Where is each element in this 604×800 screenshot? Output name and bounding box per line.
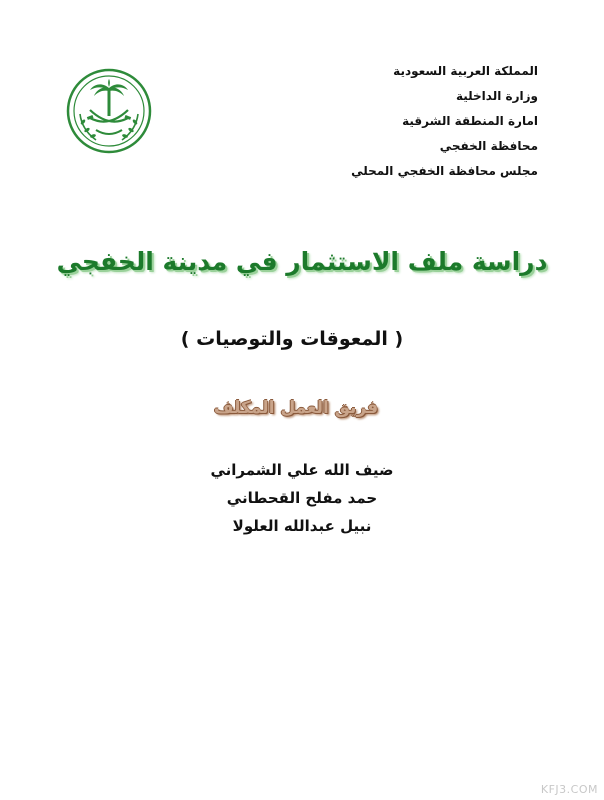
header-line-governorate: محافظة الخفجي	[439, 139, 538, 153]
letterhead	[278, 64, 538, 189]
watermark: KFJ3.COM	[540, 783, 598, 796]
header-line-emirate: امارة المنطقة الشرقية	[402, 114, 538, 128]
document-subtitle: ( المعوقات والتوصيات )	[180, 328, 404, 350]
header-line-council: مجلس محافظة الخفجي المحلي	[351, 164, 538, 178]
header-line-ministry: وزارة الداخلية	[455, 89, 538, 103]
ministry-emblem-icon	[66, 68, 152, 154]
header-line-kingdom: المملكة العربية السعودية	[393, 64, 538, 78]
team-heading: فريق العمل المكلف	[213, 398, 379, 418]
team-member: ضيف الله علي الشمراني	[210, 461, 394, 479]
team-member: حمد مفلح القحطاني	[226, 489, 378, 507]
team-member: نبيل عبدالله العلولا	[232, 517, 372, 535]
document-title: دراسة ملف الاستثمار في مدينة الخفجي	[56, 247, 548, 276]
